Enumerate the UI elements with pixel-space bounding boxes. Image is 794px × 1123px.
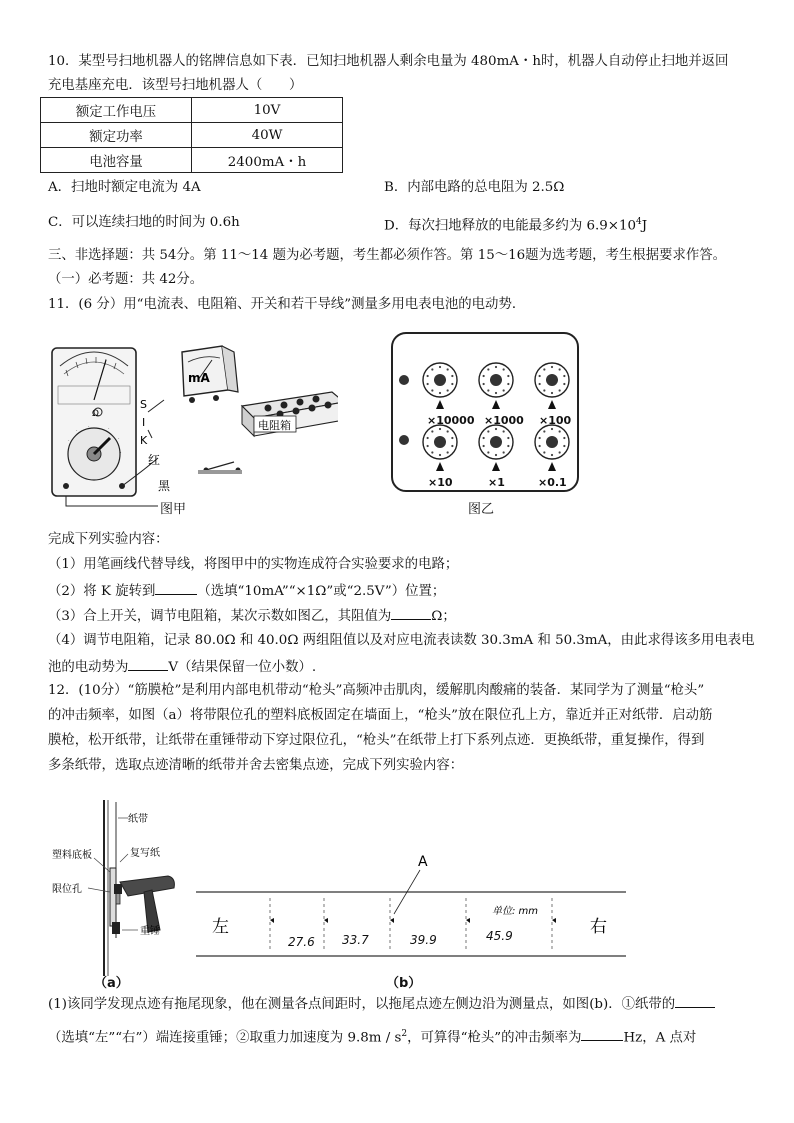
dial-tick bbox=[539, 383, 541, 385]
dial-tick bbox=[559, 368, 561, 370]
dial-multiplier-label: ×10000 bbox=[427, 414, 475, 427]
dial-tick bbox=[543, 451, 545, 453]
q12-stem-line4: 多条纸带，选取点迹清晰的纸带并舍去密集点迹，完成下列实验内容： bbox=[48, 758, 464, 773]
figure-b bbox=[196, 848, 626, 968]
q12-part1-line1 bbox=[48, 993, 715, 1014]
unit-label: 单位: mm bbox=[492, 906, 539, 917]
dial-tick bbox=[483, 437, 485, 439]
interval-label: 27.6 bbox=[288, 935, 315, 949]
q11-part2 bbox=[48, 580, 445, 601]
dial-knob bbox=[490, 436, 502, 448]
answer-blank[interactable] bbox=[675, 993, 715, 1008]
dial-tick bbox=[507, 383, 509, 385]
dial-tick bbox=[487, 430, 489, 432]
svg-text:·: · bbox=[120, 450, 122, 456]
multimeter-knob-mark: Ω bbox=[92, 409, 99, 419]
section3-heading: 三、非选择题：共 54分。第 11～14 题为必考题，考生都必须作答。第 15～16题为选考题，考生根据要求作答。 bbox=[48, 248, 727, 263]
q11-part4-line2 bbox=[48, 656, 316, 677]
q10-stem-line1: 10．某型号扫地机器人的铭牌信息如下表．已知扫地机器人剩余电量为 480mA・h时，机器人自动停止扫地并返回 bbox=[48, 54, 729, 69]
dial-tick bbox=[447, 430, 449, 432]
q11-part2-text: （选填“10mA”“×1Ω”或“2.5V”）位置； bbox=[197, 584, 446, 599]
dial-tick bbox=[503, 451, 505, 453]
q11-intro: 完成下列实验内容： bbox=[48, 532, 169, 547]
table-cell-key: 额定工作电压 bbox=[41, 98, 192, 123]
black-lead-label: 黑 bbox=[158, 479, 171, 493]
switch-s-label: S bbox=[140, 398, 147, 411]
dial-multiplier-label: ×1 bbox=[488, 476, 505, 489]
table-row bbox=[41, 123, 343, 148]
svg-text:·: · bbox=[108, 426, 110, 432]
answer-blank[interactable] bbox=[581, 1026, 623, 1041]
q12-stem-line3: 膜枪，松开纸带，让纸带在重锤带动下穿过限位孔，“枪头”在纸带上打下系列点迹．更换纸带，重复操作，得到 bbox=[48, 733, 705, 748]
q10-option-d-text: D．每次扫地释放的电能最多约为 6.9×10 bbox=[384, 218, 637, 234]
dial-tick bbox=[563, 437, 565, 439]
dial-tick bbox=[551, 392, 553, 394]
dial-knob bbox=[546, 374, 558, 386]
dial-tick bbox=[563, 383, 565, 385]
dial-tick bbox=[495, 392, 497, 394]
q11-part3-text: Ω； bbox=[431, 609, 456, 624]
dial-tick bbox=[487, 451, 489, 453]
q12-part1-line2 bbox=[48, 1025, 696, 1047]
dial-knob bbox=[490, 374, 502, 386]
dial-tick bbox=[495, 454, 497, 456]
dial-knob bbox=[434, 436, 446, 448]
q11-part2-text: （2）将 K 旋转到 bbox=[48, 584, 156, 599]
dial-tick bbox=[543, 430, 545, 432]
table-row bbox=[41, 98, 343, 123]
label-carbon: 复写纸 bbox=[130, 848, 160, 859]
q10-option-b: B．内部电路的总电阻为 2.5Ω bbox=[384, 180, 565, 195]
tape-right-label: 右 bbox=[590, 917, 607, 937]
dial-tick bbox=[487, 389, 489, 391]
svg-text:·: · bbox=[76, 428, 78, 434]
ammeter-label: mA bbox=[188, 371, 210, 385]
figure-a bbox=[48, 798, 184, 988]
dial-tick bbox=[447, 389, 449, 391]
resistance-box-label: 电阻箱 bbox=[258, 419, 291, 432]
tape-dot bbox=[390, 918, 394, 923]
answer-blank[interactable] bbox=[128, 656, 168, 671]
table-cell-value: 2400mA・h bbox=[192, 148, 343, 173]
dial-tick bbox=[507, 375, 509, 377]
q11-part3-text: （3）合上开关，调节电阻箱，某次示数如图乙，其阻值为 bbox=[48, 609, 392, 624]
dial-tick bbox=[439, 454, 441, 456]
dial-tick bbox=[539, 375, 541, 377]
dial-tick bbox=[563, 445, 565, 447]
figure-b-caption: （b） bbox=[386, 976, 422, 991]
table-cell-value: 10V bbox=[192, 98, 343, 123]
table-cell-value: 40W bbox=[192, 123, 343, 148]
q11-part4-text: V（结果保留一位小数）. bbox=[168, 660, 317, 675]
dial-tick bbox=[439, 392, 441, 394]
dial-tick bbox=[427, 445, 429, 447]
q12-part1-text: (1)该同学发现点迹有拖尾现象，他在测量各点间距时，以拖尾点迹左侧边沿为测量点，如图(b)．①纸带的 bbox=[48, 997, 676, 1012]
q11-part4-text: 池的电动势为 bbox=[48, 660, 129, 675]
label-tape: 纸带 bbox=[128, 814, 148, 825]
interval-label: 33.7 bbox=[342, 933, 369, 947]
q12-part1-text: （选填“左”“右”）端连接重锤；②取重力加速度为 9.8m / s bbox=[48, 1030, 402, 1046]
dial-tick bbox=[431, 368, 433, 370]
dial-tick bbox=[551, 428, 553, 430]
dial-tick bbox=[551, 454, 553, 456]
dial-tick bbox=[427, 437, 429, 439]
dial-multiplier-label: ×1000 bbox=[484, 414, 524, 427]
tape-left-label: 左 bbox=[212, 917, 229, 937]
switch-k-label: K bbox=[140, 434, 148, 447]
dial-multiplier-label: ×10 bbox=[428, 476, 453, 489]
dial-tick bbox=[451, 445, 453, 447]
dial-tick bbox=[447, 451, 449, 453]
point-a-label: A bbox=[418, 854, 428, 870]
dial-multiplier-label: ×100 bbox=[539, 414, 572, 427]
dial-tick bbox=[451, 383, 453, 385]
dial-tick bbox=[543, 389, 545, 391]
section3-subheading: （一）必考题：共 42分。 bbox=[48, 272, 204, 287]
nameplate-table bbox=[40, 97, 343, 173]
figure-jia bbox=[48, 330, 338, 516]
dial-tick bbox=[559, 451, 561, 453]
svg-text:·: · bbox=[68, 438, 70, 444]
figure-a-caption: （a） bbox=[94, 976, 129, 991]
figure-yi bbox=[388, 330, 582, 495]
q11-stem: 11．(6 分）用“电流表、电阻箱、开关和若干导线”测量多用电表电池的电动势． bbox=[48, 297, 526, 312]
dial-tick bbox=[559, 430, 561, 432]
dial-tick bbox=[427, 383, 429, 385]
q10-option-c: C．可以连续扫地的时间为 0.6h bbox=[48, 215, 240, 230]
dial-tick bbox=[439, 366, 441, 368]
dial-tick bbox=[563, 375, 565, 377]
dial-tick bbox=[483, 375, 485, 377]
dial-tick bbox=[495, 366, 497, 368]
dial-tick bbox=[507, 445, 509, 447]
dial-multiplier-label: ×0.1 bbox=[538, 476, 567, 489]
table-cell-key: 电池容量 bbox=[41, 148, 192, 173]
dial-tick bbox=[503, 430, 505, 432]
label-weight: 重锤 bbox=[140, 926, 160, 937]
label-board: 塑料底板 bbox=[52, 850, 92, 861]
svg-text:·: · bbox=[88, 424, 90, 430]
interval-label: 39.9 bbox=[410, 933, 437, 947]
dial-tick bbox=[539, 437, 541, 439]
tape-dot bbox=[270, 918, 274, 923]
q12-part1-exponent: 2 bbox=[401, 1029, 408, 1039]
tape-dot bbox=[552, 918, 556, 923]
interval-label: 45.9 bbox=[486, 929, 513, 943]
dial-tick bbox=[431, 389, 433, 391]
dial-tick bbox=[487, 368, 489, 370]
figure-yi-caption: 图乙 bbox=[468, 502, 495, 517]
q10-option-d-exponent: 4 bbox=[636, 217, 642, 227]
q12-stem-line1: 12．(10分）“筋膜枪”是利用内部电机带动“枪头”高频冲击肌肉，缓解肌肉酸痛的装备．某同学为了测量“枪头” bbox=[48, 683, 705, 698]
dial-tick bbox=[503, 368, 505, 370]
dial-tick bbox=[559, 389, 561, 391]
q12-stem-line2: 的冲击频率，如图（a）将带限位孔的塑料底板固定在墙面上，“枪头”放在限位孔上方，靠近并正对纸带．启动筋 bbox=[48, 708, 713, 723]
svg-text:·: · bbox=[118, 436, 120, 442]
q10-option-d bbox=[384, 213, 647, 235]
q11-part1: （1）用笔画线代替导线，将图甲中的实物连成符合实验要求的电路； bbox=[48, 557, 459, 572]
dial-tick bbox=[451, 375, 453, 377]
dial-tick bbox=[439, 428, 441, 430]
dial-tick bbox=[503, 389, 505, 391]
dial-tick bbox=[431, 451, 433, 453]
q10-option-d-unit: J bbox=[641, 218, 648, 234]
dial-knob bbox=[434, 374, 446, 386]
dial-tick bbox=[427, 375, 429, 377]
dial-tick bbox=[543, 368, 545, 370]
table-row bbox=[41, 148, 343, 173]
dial-tick bbox=[507, 437, 509, 439]
table-cell-key: 额定功率 bbox=[41, 123, 192, 148]
tape-dot bbox=[466, 918, 470, 923]
dial-knob bbox=[546, 436, 558, 448]
q10-option-a: A．扫地时额定电流为 4A bbox=[48, 180, 201, 195]
dial-tick bbox=[483, 383, 485, 385]
figure-jia-caption: 图甲 bbox=[160, 502, 187, 517]
dial-tick bbox=[539, 445, 541, 447]
dial-tick bbox=[431, 430, 433, 432]
dial-tick bbox=[451, 437, 453, 439]
answer-blank[interactable] bbox=[155, 580, 197, 595]
q10-stem-line2: 充电基座充电．该型号扫地机器人（ ） bbox=[48, 78, 303, 93]
dial-tick bbox=[551, 366, 553, 368]
q12-part1-text: Hz，A 点对 bbox=[623, 1030, 697, 1046]
q12-part1-text: ，可算得“枪头”的冲击频率为 bbox=[407, 1030, 582, 1046]
switch-i-label: I bbox=[142, 416, 146, 429]
q11-part4-line1: （4）调节电阻箱，记录 80.0Ω 和 40.0Ω 两组阻值以及对应电流表读数 30.3mA 和 50.3mA，由此求得该多用电表电 bbox=[48, 633, 755, 648]
dial-tick bbox=[447, 368, 449, 370]
tape-dot bbox=[324, 918, 328, 923]
dial-tick bbox=[483, 445, 485, 447]
label-hole: 限位孔 bbox=[52, 884, 82, 895]
dial-tick bbox=[495, 428, 497, 430]
answer-blank[interactable] bbox=[391, 605, 431, 620]
q11-part3 bbox=[48, 605, 456, 626]
red-lead-label: 红 bbox=[148, 453, 161, 467]
